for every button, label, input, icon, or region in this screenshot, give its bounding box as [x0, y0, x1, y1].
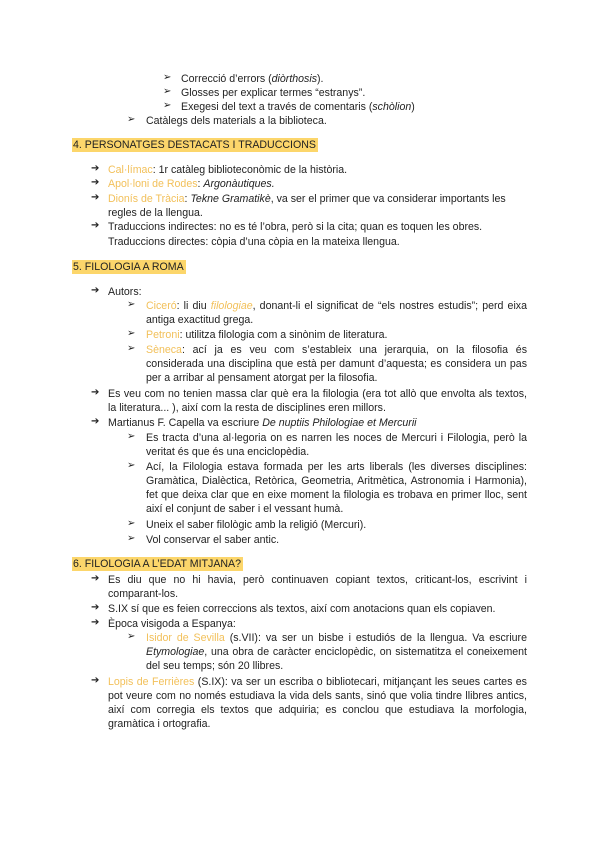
arrowhead-bullet-icon: ➢ [163, 86, 172, 97]
list-item: Autors: [108, 286, 142, 298]
list-item: Es diu que no hi havia, però continuaven copiant textos, criticant-los, escrivint i comparant-los. [108, 574, 527, 600]
arrowhead-bullet-icon: ➢ [127, 518, 136, 529]
arrow-bullet-icon: ➔ [91, 387, 100, 398]
list-item-continuation: Traduccions directes: còpia d’una còpia en la mateixa llengua. [108, 236, 400, 248]
list-item: Catàlegs dels materials a la biblioteca. [146, 115, 327, 127]
list-item: Isidor de Sevilla (s.VII): va ser un bisbe i estudiós de la llengua. Va escriure Etymologiae, una obra de caràcter enciclopèdic, on sistematitza el coneixement del seu temps; són 20 llibres. [146, 632, 527, 672]
arrowhead-bullet-icon: ➢ [127, 114, 136, 125]
section-heading: 6. FILOLOGIA A L’EDAT MITJANA? [73, 558, 241, 570]
arrowhead-bullet-icon: ➢ [127, 328, 136, 339]
list-item: Apol·loni de Rodes: Argonàutiques. [108, 178, 275, 190]
arrow-bullet-icon: ➔ [91, 192, 100, 203]
arrow-bullet-icon: ➔ [91, 675, 100, 686]
arrowhead-bullet-icon: ➢ [127, 631, 136, 642]
list-item: S.IX sí que es feien correccions als textos, així com anotacions quan els copiaven. [108, 603, 496, 615]
list-item: Ciceró: li diu filologiae, donant-li el significat de “els nostres estudis”; perd eixa antiga exactitud grega. [146, 300, 527, 326]
arrow-bullet-icon: ➔ [91, 602, 100, 613]
arrow-bullet-icon: ➔ [91, 163, 100, 174]
list-item: Es tracta d’una al·legoria on es narren les noces de Mercuri i Filologia, però la veritat és que és una enciclopèdia. [146, 432, 527, 458]
arrow-bullet-icon: ➔ [91, 573, 100, 584]
arrowhead-bullet-icon: ➢ [127, 343, 136, 354]
arrow-bullet-icon: ➔ [91, 177, 100, 188]
list-item: Lopis de Ferrières (S.IX): va ser un escriba o bibliotecari, mitjançant les seues cartes es pot veure com no només estudiava la vida dels sants, sinó que volia tindre llibres antics, així com corregia els textos que adquiria; es conclou que estudiava la morfologia, gramàtica i ortografia. [108, 676, 527, 730]
list-item: Correcció d’errors (diòrthosis). [181, 73, 324, 85]
arrowhead-bullet-icon: ➢ [127, 431, 136, 442]
arrow-bullet-icon: ➔ [91, 617, 100, 628]
section-heading: 5. FILOLOGIA A ROMA [73, 261, 184, 273]
list-item: Exegesi del text a través de comentaris (schòlion) [181, 101, 415, 113]
arrowhead-bullet-icon: ➢ [127, 299, 136, 310]
section-heading: 4. PERSONATGES DESTACATS I TRADUCCIONS [73, 139, 316, 151]
list-item-continuation: regles de la llengua. [108, 207, 203, 219]
arrowhead-bullet-icon: ➢ [163, 100, 172, 111]
list-item: Ací, la Filologia estava formada per les arts liberals (les diverses disciplines: Gramàtica, Dialèctica, Retòrica, Geometria, Aritmètica, Astronomia i Harmonia), fet que deixa clar que en eixe moment la filologia es trobava en primer lloc, sent així el conjunt de saber i el vessant humà. [146, 461, 527, 515]
list-item: Es veu com no tenien massa clar què era la filologia (era tot allò que envolta als textos, la literatura... ), així com la resta de disciplines eren millors. [108, 388, 527, 414]
arrow-bullet-icon: ➔ [91, 285, 100, 296]
list-item: Sèneca: ací ja es veu com s’estableix una jerarquia, on la filosofia és considerada una disciplina que està per damunt d’aquesta; es considera un pas per a arribar al pensament atorgat per la filosofia. [146, 344, 527, 384]
list-item: Època visigoda a Espanya: [108, 618, 236, 630]
list-item: Traduccions indirectes: no es té l’obra, però si la cita; quan es toquen les obres. [108, 221, 483, 233]
arrow-bullet-icon: ➔ [91, 220, 100, 231]
arrowhead-bullet-icon: ➢ [127, 533, 136, 544]
list-item: Glosses per explicar termes “estranys”. [181, 87, 366, 99]
arrow-bullet-icon: ➔ [91, 416, 100, 427]
arrowhead-bullet-icon: ➢ [127, 460, 136, 471]
list-item: Cal·límac: 1r catàleg biblioteconòmic de la història. [108, 164, 348, 176]
list-item: Dionís de Tràcia: Tekne Gramatikè, va ser el primer que va considerar importants les [108, 193, 506, 205]
list-item: Martianus F. Capella va escriure De nuptiis Philologiae et Mercurii [108, 417, 417, 429]
list-item: Vol conservar el saber antic. [146, 534, 280, 546]
list-item: Petroni: utilitza filologia com a sinònim de literatura. [146, 329, 388, 341]
list-item: Uneix el saber filològic amb la religió (Mercuri). [146, 519, 367, 531]
arrowhead-bullet-icon: ➢ [163, 72, 172, 83]
